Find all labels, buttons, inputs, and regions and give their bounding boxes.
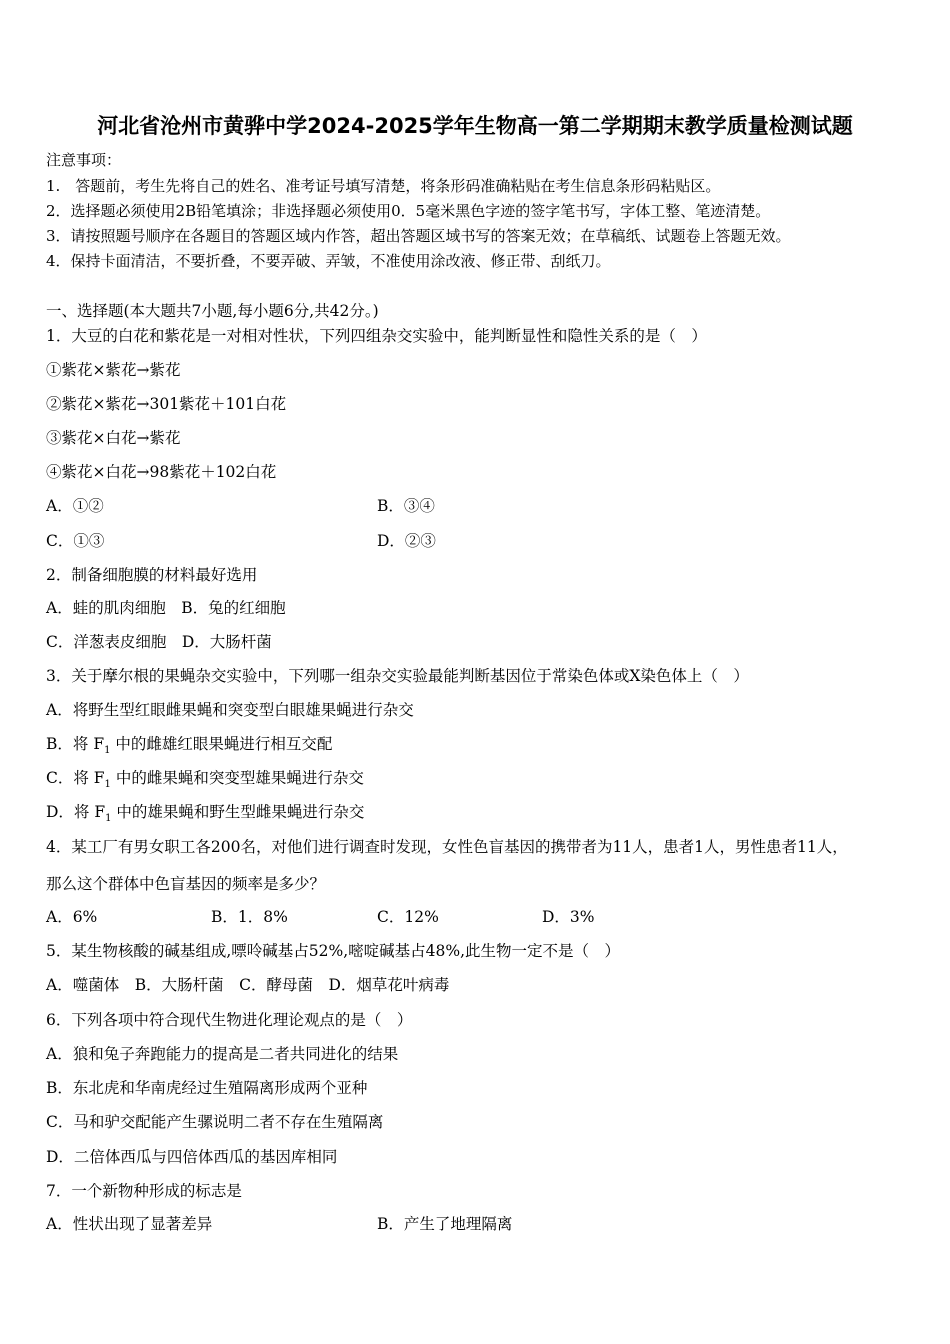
note-item: 1. 答题前，考生先将自己的姓名、准考证号填写清楚，将条形码准确粘贴在考生信息条形码粘贴区。 <box>46 177 721 195</box>
cross-3: ③紫花×白花→紫花 <box>46 429 181 447</box>
q4-option-b: B．1．8% <box>211 908 288 926</box>
question-6-stem: 6．下列各项中符合现代生物进化理论观点的是（ ） <box>46 1011 413 1029</box>
q4-option-d: D．3% <box>542 908 595 926</box>
note-item: 2．选择题必须使用2B铅笔填涂；非选择题必须使用0．5毫米黑色字迹的签字笔书写，字体工整、笔迹清楚。 <box>46 202 771 220</box>
question-7-stem: 7．一个新物种形成的标志是 <box>46 1182 242 1200</box>
q6-option-c: C．马和驴交配能产生骡说明二者不存在生殖隔离 <box>46 1113 384 1131</box>
q1-option-d: D．②③ <box>377 532 436 550</box>
q1-option-a: A．①② <box>46 497 104 515</box>
page-title: 河北省沧州市黄骅中学2024-2025学年生物高一第二学期期末教学质量检测试题 <box>97 114 853 138</box>
notes-heading: 注意事项： <box>46 151 122 169</box>
text: C．将 F <box>46 769 105 787</box>
note-item: 3．请按照题号顺序在各题目的答题区域内作答，超出答题区域书写的答案无效；在草稿纸、试题卷上答题无效。 <box>46 227 791 245</box>
subscript: 1 <box>104 779 111 791</box>
subscript: 1 <box>104 745 111 757</box>
section-heading: 一、选择题(本大题共7小题,每小题6分,共42分。) <box>46 302 379 320</box>
text: 中的雄果蝇和野生型雌果蝇进行杂交 <box>111 803 365 821</box>
cross-4: ④紫花×白花→98紫花＋102白花 <box>46 463 277 481</box>
question-2-stem: 2．制备细胞膜的材料最好选用 <box>46 566 258 584</box>
question-5-stem: 5．某生物核酸的碱基组成,嘌呤碱基占52%,嘧啶碱基占48%,此生物一定不是（ ） <box>46 942 621 960</box>
question-4-stem: 4．某工厂有男女职工各200名，对他们进行调查时发现，女性色盲基因的携带者为11人，患者1人，男性患者11人， <box>46 838 848 856</box>
q4-option-c: C．12% <box>377 908 439 926</box>
q6-option-d: D．二倍体西瓜与四倍体西瓜的基因库相同 <box>46 1148 338 1166</box>
q7-option-b: B．产生了地理隔离 <box>377 1215 513 1233</box>
q2-options-line: C．洋葱表皮细胞 D．大肠杆菌 <box>46 633 272 651</box>
q3-option-b <box>46 734 332 761</box>
text: 中的雌果蝇和突变型雄果蝇进行杂交 <box>110 769 364 787</box>
q4-option-a: A．6% <box>46 908 98 926</box>
q1-option-b: B．③④ <box>377 497 435 515</box>
subscript: 1 <box>105 813 112 825</box>
question-3-stem: 3．关于摩尔根的果蝇杂交实验中，下列哪一组杂交实验最能判断基因位于常染色体或X染色体上（ ） <box>46 667 749 685</box>
q7-option-a: A．性状出现了显著差异 <box>46 1215 213 1233</box>
q5-options-line: A．噬菌体 B．大肠杆菌 C．酵母菌 D．烟草花叶病毒 <box>46 976 450 994</box>
q2-options-line: A．蛙的肌肉细胞 B．兔的红细胞 <box>46 599 286 617</box>
text: D．将 F <box>46 803 106 821</box>
note-item: 4．保持卡面清洁，不要折叠，不要弄破、弄皱，不准使用涂改液、修正带、刮纸刀。 <box>46 252 611 270</box>
text: B．将 F <box>46 735 105 753</box>
text: 中的雌雄红眼果蝇进行相互交配 <box>110 735 333 753</box>
q6-option-a: A．狼和兔子奔跑能力的提高是二者共同进化的结果 <box>46 1045 399 1063</box>
question-4-stem-cont: 那么这个群体中色盲基因的频率是多少？ <box>46 875 326 893</box>
cross-1: ①紫花×紫花→紫花 <box>46 361 181 379</box>
q3-option-d <box>46 802 364 829</box>
q3-option-c <box>46 768 364 795</box>
q1-option-c: C．①③ <box>46 532 105 550</box>
question-1-stem: 1．大豆的白花和紫花是一对相对性状，下列四组杂交实验中，能判断显性和隐性关系的是（ ） <box>46 327 707 345</box>
q3-option-a: A．将野生型红眼雌果蝇和突变型白眼雄果蝇进行杂交 <box>46 701 414 719</box>
cross-2: ②紫花×紫花→301紫花＋101白花 <box>46 395 287 413</box>
q6-option-b: B．东北虎和华南虎经过生殖隔离形成两个亚种 <box>46 1079 368 1097</box>
